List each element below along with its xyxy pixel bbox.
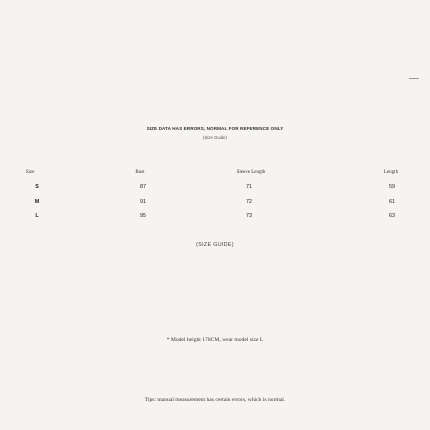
- table-cell-length: 61: [389, 199, 395, 205]
- table-cell-bust: 91: [140, 199, 146, 205]
- table-header-sleeve-length: Sleeve Length: [236, 170, 266, 175]
- table-header-bust: Bust: [135, 170, 145, 175]
- table-header-size: Size: [25, 170, 35, 175]
- table-cell-size: S: [35, 184, 39, 190]
- model-height-note: * Model height 178CM, wear model size L: [166, 337, 264, 343]
- size-guide-caption: (Size Guide): [203, 135, 227, 140]
- table-cell-size: M: [34, 199, 40, 205]
- table-header-length: Length: [383, 170, 399, 175]
- table-cell-bust: 87: [140, 184, 146, 190]
- table-cell-sleeve-length: 71: [246, 184, 252, 190]
- table-cell-length: 59: [389, 184, 395, 190]
- size-guide-footer-caption: (SIZE GUIDE): [196, 242, 234, 248]
- table-cell-sleeve-length: 72: [246, 199, 252, 205]
- table-cell-length: 63: [389, 213, 395, 219]
- table-cell-bust: 95: [140, 213, 146, 219]
- table-cell-sleeve-length: 73: [246, 213, 252, 219]
- table-cell-size: L: [35, 213, 39, 219]
- measurement-tips: Tips: manual measurement has certain errors, which is normal.: [144, 397, 286, 403]
- side-divider-mark: [409, 78, 419, 79]
- size-data-notice: SIZE DATA HAS ERRORS, NORMAL FOR REFERENCE ONLY: [146, 126, 284, 131]
